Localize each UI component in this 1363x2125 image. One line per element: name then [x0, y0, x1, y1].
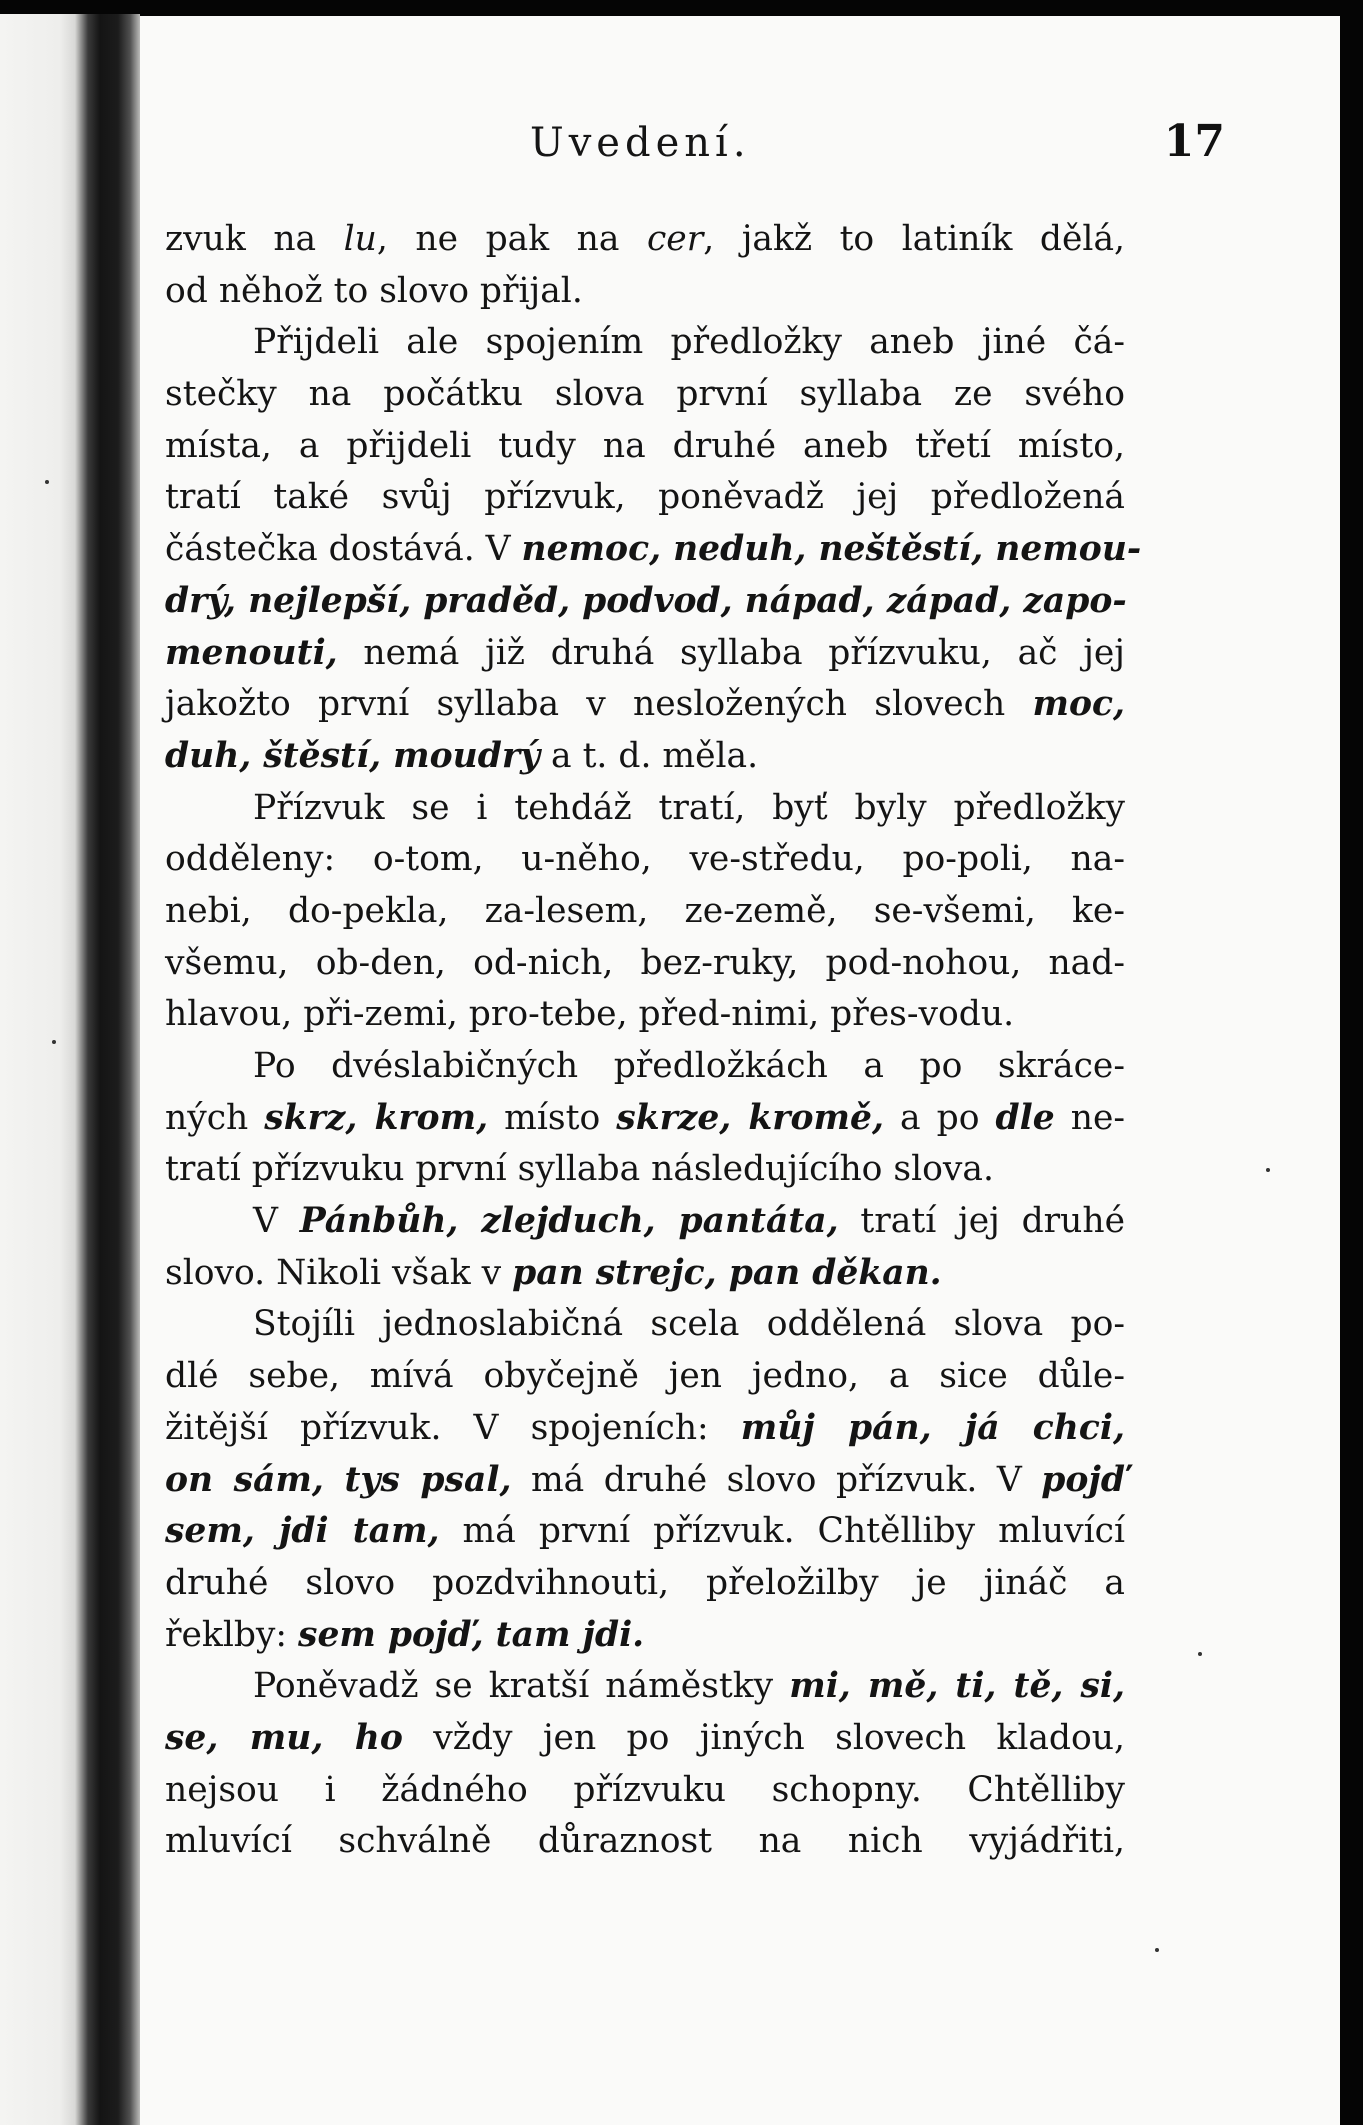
- emphasis-segment: moc,: [1032, 684, 1125, 725]
- text-line: [165, 317, 1125, 369]
- text-line: [165, 1765, 1125, 1817]
- text-segment: mluvící schválně důraznost na nich vyjádřiti,: [165, 1821, 1125, 1862]
- scan-right-border: [1340, 16, 1363, 2125]
- emphasis-segment: skrze, kromě,: [616, 1097, 884, 1138]
- emphasis-segment: drý, nejlepší, praděd, podvod, nápad, západ, zapo-: [165, 580, 1127, 621]
- text-line: [165, 1093, 1125, 1145]
- text-segment: slovo. Nikoli však v: [165, 1252, 513, 1293]
- emphasis-segment: sem pojď, tam jdi.: [298, 1614, 645, 1655]
- text-segment: V: [253, 1201, 300, 1242]
- text-segment: nebi, do-pekla, za-lesem, ze-země, se-všemi, ke-: [165, 890, 1125, 931]
- text-line: [165, 1196, 1125, 1248]
- text-line: [165, 938, 1125, 990]
- text-line: [165, 1816, 1125, 1868]
- emphasis-segment: se, mu, ho: [165, 1717, 403, 1758]
- text-segment: všemu, ob-den, od-nich, bez-ruky, pod-nohou, nad-: [165, 942, 1125, 983]
- text-segment: zvuk na: [165, 219, 344, 259]
- body-text: [165, 214, 1142, 1868]
- text-segment: jakožto první syllaba v nesložených slovech: [165, 684, 1033, 725]
- text-segment: a po: [883, 1097, 996, 1138]
- scan-speck: [45, 480, 49, 484]
- text-line: [165, 731, 1125, 783]
- text-line: [165, 524, 1142, 576]
- text-segment: Stojíli jednoslabičná scela oddělená slova po-: [253, 1304, 1125, 1345]
- text-line: [165, 1610, 1125, 1662]
- emphasis-segment: menouti,: [165, 632, 338, 673]
- text-line: [165, 1403, 1125, 1455]
- text-segment: , jakž to latiník dělá,: [703, 219, 1125, 259]
- text-segment: , ne pak na: [376, 219, 647, 259]
- text-line: [165, 576, 1125, 628]
- text-line: [165, 1558, 1125, 1610]
- text-line: [165, 472, 1125, 524]
- page-number: 17: [1163, 116, 1225, 167]
- text-line: [165, 679, 1125, 731]
- emphasis-segment: můj pán, já chci,: [740, 1407, 1125, 1448]
- text-segment: odděleny: o-tom, u-něho, ve-středu, po-poli, na-: [165, 839, 1125, 880]
- text-segment: řeklby:: [165, 1614, 299, 1655]
- text-segment: dlé sebe, mívá obyčejně jen jedno, a sice důle-: [165, 1356, 1125, 1397]
- text-line: [165, 628, 1125, 680]
- emphasis-segment: skrz, krom,: [264, 1097, 489, 1138]
- scan-speck: [52, 1040, 56, 1044]
- text-segment: ných: [165, 1097, 265, 1138]
- text-segment: Přízvuk se i tehdáž tratí, byť byly předložky: [253, 787, 1125, 828]
- text-segment: Přijdeli ale spojením předložky aneb jiné čá-: [253, 322, 1125, 363]
- text-line: [165, 1299, 1125, 1351]
- book-spine-gutter: [0, 14, 140, 2125]
- page-header: [140, 116, 1340, 190]
- scan-speck: [1198, 1652, 1202, 1656]
- emphasis-segment: pan strejc, pan děkan.: [512, 1252, 942, 1293]
- text-line: [165, 1144, 1125, 1196]
- emphasis-segment: nemoc, neduh, neštěstí, nemou-: [521, 529, 1142, 570]
- emphasis-segment: pojď: [1041, 1459, 1125, 1500]
- text-segment: nemá již druhá syllaba přízvuku, ač jej: [337, 632, 1125, 673]
- text-line: [165, 1248, 1125, 1300]
- text-segment: místo: [488, 1097, 617, 1138]
- text-line: [165, 1041, 1125, 1093]
- text-segment: od něhož to slovo přijal.: [165, 270, 583, 311]
- emphasis-segment: mi, mě, ti, tě, si,: [789, 1666, 1126, 1707]
- text-line: [165, 421, 1125, 473]
- scan-speck: [1266, 1168, 1270, 1172]
- text-line: [165, 989, 1125, 1041]
- text-line: [165, 834, 1125, 886]
- text-segment: nejsou i žádného přízvuku schopny. Chtělliby: [165, 1769, 1125, 1810]
- text-line: [165, 1455, 1125, 1507]
- text-segment: vždy jen po jiných slovech kladou,: [402, 1717, 1125, 1758]
- emphasis-segment: dle: [995, 1097, 1055, 1138]
- text-line: [165, 1351, 1125, 1403]
- text-segment: hlavou, při-zemi, pro-tebe, před-nimi, přes-vodu.: [165, 994, 1015, 1035]
- text-line: [165, 1506, 1125, 1558]
- emphasis-segment: on sám, tys psal,: [165, 1459, 512, 1500]
- text-segment: místa, a přijdeli tudy na druhé aneb třetí místo,: [165, 425, 1125, 466]
- text-segment: druhé slovo pozdvihnouti, přeložilby je jináč a: [165, 1562, 1125, 1603]
- text-line: [165, 1713, 1125, 1765]
- text-segment: ne-: [1054, 1097, 1126, 1138]
- text-segment: má první přízvuk. Chtělliby mluvící: [439, 1511, 1125, 1552]
- text-segment: žitější přízvuk. V spojeních:: [165, 1407, 741, 1448]
- text-segment: má druhé slovo přízvuk. V: [511, 1459, 1042, 1500]
- text-segment: stečky na počátku slova první syllaba ze svého: [165, 374, 1125, 415]
- text-segment: částečka dostává. V: [165, 529, 522, 570]
- text-line: [165, 1661, 1125, 1713]
- text-line: [165, 369, 1125, 421]
- text-segment: Poněvadž se kratší náměstky: [253, 1666, 790, 1707]
- emphasis-segment: duh, štěstí, moudrý: [165, 735, 541, 776]
- text-segment: Po dvéslabičných předložkách a po skrácе-: [253, 1046, 1125, 1086]
- text-line: [165, 886, 1125, 938]
- scan-speck: [1155, 1948, 1159, 1952]
- running-head: Uvedení.: [530, 120, 751, 166]
- emphasis-segment: sem, jdi tam,: [165, 1511, 440, 1552]
- emphasis-segment: lu: [343, 219, 377, 259]
- text-line: [165, 783, 1125, 835]
- emphasis-segment: Pánbůh, zlejduch, pantáta,: [299, 1201, 839, 1242]
- text-segment: tratí jej druhé: [838, 1201, 1126, 1242]
- text-line: [165, 266, 1125, 318]
- text-segment: tratí přízvuku první syllaba následujícího slova.: [165, 1149, 994, 1190]
- text-segment: a t. d. měla.: [540, 735, 759, 776]
- emphasis-segment: cer: [646, 219, 704, 259]
- text-segment: tratí také svůj přízvuk, poněvadž jej předložená: [165, 477, 1125, 518]
- text-line: [165, 214, 1125, 266]
